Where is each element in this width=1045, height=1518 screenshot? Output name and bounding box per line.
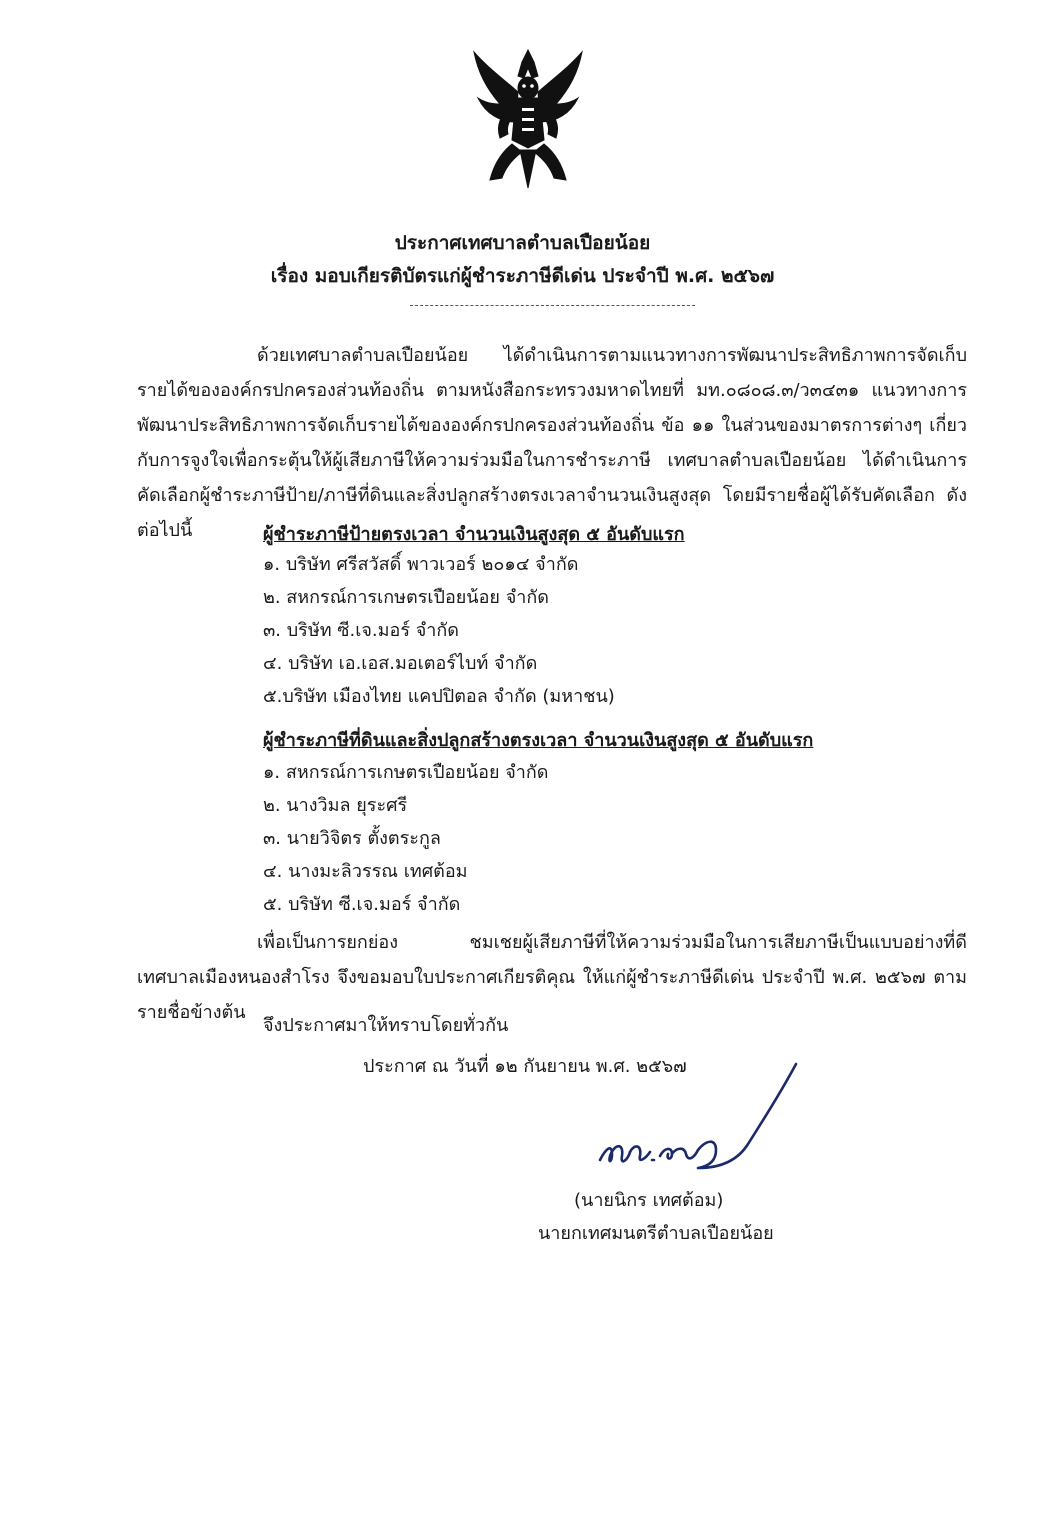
signatory-position: นายกเทศมนตรีตำบลเปือยน้อย bbox=[538, 1223, 774, 1244]
sign-tax-item: ๕.บริษัท เมืองไทย แคปปิตอล จำกัด (มหาชน) bbox=[263, 686, 615, 707]
document-title: ประกาศเทศบาลตำบลเปือยน้อย bbox=[394, 232, 651, 254]
conclusion-paragraph: เพื่อเป็นการยกย่อง ชมเชยผู้เสียภาษีที่ให้ความร่วมมือในการเสียภาษีเป็นแบบอย่างที่ดี เทศบาลเมืองหนองสำโรง จึงขอมอบใบประกาศเกียรติคุณ ให้แก่ผู้ชำระภาษีดีเด่น ประจำปี พ.ศ. ๒๕๖๗ ตามรายชื่อข้างต้น bbox=[137, 932, 967, 1023]
sign-tax-item: ๑. บริษัท ศรีสวัสดิ์ พาวเวอร์ ๒๐๑๔ จำกัด bbox=[263, 554, 579, 575]
garuda-emblem-icon bbox=[472, 48, 584, 190]
document-subject: เรื่อง มอบเกียรติบัตรแก่ผู้ชำระภาษีดีเด่น ประจำปี พ.ศ. ๒๕๖๗ bbox=[270, 265, 775, 287]
land-tax-item: ๕. บริษัท ซี.เจ.มอร์ จำกัด bbox=[263, 894, 461, 915]
sign-tax-item: ๔. บริษัท เอ.เอส.มอเตอร์ไบท์ จำกัด bbox=[263, 653, 538, 674]
intro-paragraph: ด้วยเทศบาลตำบลเปือยน้อย ได้ดำเนินการตามแนวทางการพัฒนาประสิทธิภาพการจัดเก็บรายได้ขององค์กรปกครองส่วนท้องถิ่น ตามหนังสือกระทรวงมหาดไทยที่ มท.๐๘๐๘.๓/ว๓๔๓๑ แนวทางการพัฒนาประสิทธิภาพการจัดเก็บรายได้ขององค์กรปกครองส่วนท้องถิ่น ข้อ ๑๑ ในส่วนของมาตรการต่างๆ เกี่ยวกับการจูงใจเพื่อกระตุ้นให้ผู้เสียภาษีให้ความร่วมมือในการชำระภาษี เทศบาลตำบลเปือยน้อย ได้ดำเนินการคัดเลือกผู้ชำระภาษีป้าย/ภาษีที่ดินและสิ่งปลูกสร้างตรงเวลาจำนวนเงินสูงสุด โดยมีรายชื่อผู้ได้รับคัดเลือก ดังต่อไปนี้ bbox=[137, 345, 967, 541]
sign-tax-heading: ผู้ชำระภาษีป้ายตรงเวลา จำนวนเงินสูงสุด ๕ อันดับแรก bbox=[263, 524, 685, 545]
land-tax-item: ๔. นางมะลิวรรณ เทศต้อม bbox=[263, 861, 468, 882]
signatory-name: (นายนิกร เทศต้อม) bbox=[574, 1190, 724, 1211]
sign-tax-item: ๓. บริษัท ซี.เจ.มอร์ จำกัด bbox=[263, 620, 459, 641]
sign-tax-item: ๒. สหกรณ์การเกษตรเปือยน้อย จำกัด bbox=[263, 587, 549, 608]
land-tax-item: ๒. นางวิมล ยุระศรี bbox=[263, 795, 408, 816]
land-tax-item: ๑. สหกรณ์การเกษตรเปือยน้อย จำกัด bbox=[263, 762, 549, 783]
signature-image bbox=[598, 1060, 808, 1175]
divider bbox=[410, 305, 695, 306]
closing-line: จึงประกาศมาให้ทราบโดยทั่วกัน bbox=[263, 1015, 509, 1036]
announcement-date: ประกาศ ณ วันที่ ๑๒ กันยายน พ.ศ. ๒๕๖๗ bbox=[363, 1056, 687, 1077]
land-tax-heading: ผู้ชำระภาษีที่ดินและสิ่งปลูกสร้างตรงเวลา จำนวนเงินสูงสุด ๕ อันดับแรก bbox=[263, 730, 814, 751]
land-tax-item: ๓. นายวิจิตร ตั้งตระกูล bbox=[263, 828, 441, 849]
